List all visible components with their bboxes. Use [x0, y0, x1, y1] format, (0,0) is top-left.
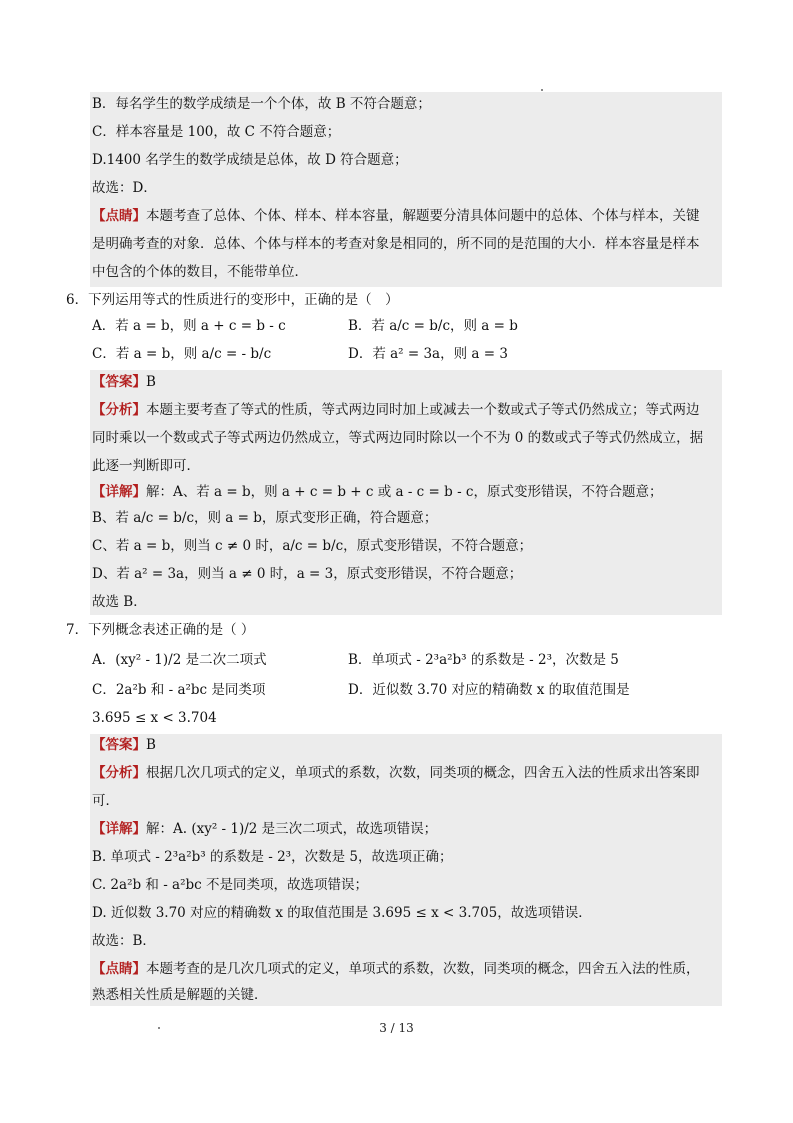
detail-line: B、若 a/c = b/c，则 a = b，原式变形正确，符合题意； [92, 510, 438, 526]
answer-line [92, 368, 156, 396]
detail-tag: 【详解】 [92, 821, 146, 837]
question-7-option-a: A．(xy² - 1)/2 是二次二项式 [92, 652, 267, 668]
detail-line [92, 478, 663, 506]
page-number: 3 / 13 [379, 1021, 414, 1035]
question-6-stem: 6．下列运用等式的性质进行的变形中，正确的是（ ） [66, 292, 399, 308]
detail-line: D、若 a² = 3a，则当 a ≠ 0 时，a = 3，原式变形错误，不符合题意； [92, 566, 523, 582]
solution-line: B．每名学生的数学成绩是一个个体，故 B 不符合题意； [92, 96, 431, 112]
answer-value: B [146, 737, 156, 753]
detail-line: 故选 B． [92, 594, 147, 610]
detail-text: 解：A、若 a = b，则 a + c = b + c 或 a - c = b - c，原式变形错误，不符合题意； [146, 484, 663, 500]
analysis-line: 同时乘以一个数或式子等式两边仍然成立，等式两边同时除以一个不为 0 的数或式子等式仍然成立，据 [92, 430, 704, 446]
question-7-stem: 7．下列概念表述正确的是（ ） [66, 622, 255, 638]
solution-line: 故选：D． [92, 180, 157, 196]
answer-tag: 【答案】 [92, 737, 146, 753]
analysis-line: 此逐一判断即可． [92, 458, 200, 474]
detail-line: C. 2a²b 和 - a²bc 不是同类项，故选项错误； [92, 877, 369, 893]
detail-line: D. 近似数 3.70 对应的精确数 x 的取值范围是 3.695 ≤ x < 3.705，故选项错误． [92, 905, 592, 921]
dianjing-line: 中包含的个体的数目，不能带单位． [92, 264, 308, 280]
analysis-tag: 【分析】 [92, 765, 146, 781]
dianjing-line [92, 202, 700, 230]
question-6-option-a: A．若 a = b，则 a + c = b - c [92, 318, 286, 334]
detail-text: 解：A. (xy² - 1)/2 是三次二项式，故选项错误； [146, 821, 438, 837]
analysis-tag: 【分析】 [92, 402, 146, 418]
dianjing-text: 本题考查的是几次几项式的定义，单项式的系数，次数，同类项的概念，四舍五入法的性质， [146, 961, 700, 977]
analysis-text: 本题主要考查了等式的性质，等式两边同时加上或减去一个数或式子等式仍然成立；等式两边 [146, 402, 700, 418]
question-6-option-c: C．若 a = b，则 a/c = - b/c [92, 346, 272, 362]
question-6-option-d: D．若 a² = 3a，则 a = 3 [348, 346, 508, 362]
answer-line [92, 731, 156, 759]
analysis-text: 根据几次几项式的定义，单项式的系数，次数，同类项的概念，四舍五入法的性质求出答案即 [146, 765, 700, 781]
question-7-option-b: B．单项式 - 2³a²b³ 的系数是 - 2³，次数是 5 [348, 652, 619, 668]
scan-speck [541, 89, 543, 91]
answer-value: B [146, 374, 156, 390]
analysis-line [92, 396, 700, 424]
detail-line: 故选：B． [92, 933, 156, 949]
dianjing-tag: 【点睛】 [92, 208, 146, 224]
analysis-line [92, 759, 700, 787]
analysis-line: 可． [92, 793, 119, 809]
dianjing-line: 熟悉相关性质是解题的关键． [92, 987, 268, 1003]
detail-line: C、若 a = b，则当 c ≠ 0 时，a/c = b/c，原式变形错误，不符合题意； [92, 538, 533, 554]
question-6-option-b: B．若 a/c = b/c，则 a = b [348, 318, 518, 334]
answer-tag: 【答案】 [92, 374, 146, 390]
dianjing-text: 本题考查了总体、个体、样本、样本容量，解题要分清具体问题中的总体、个体与样本，关键 [146, 208, 700, 224]
dianjing-line [92, 955, 700, 983]
question-7-option-d: D．近似数 3.70 对应的精确数 x 的取值范围是 [348, 682, 630, 698]
detail-tag: 【详解】 [92, 484, 146, 500]
dianjing-line: 是明确考查的对象．总体、个体与样本的考查对象是相同的，所不同的是范围的大小．样本容量是样本 [92, 236, 700, 252]
detail-line: B. 单项式 - 2³a²b³ 的系数是 - 2³，次数是 5，故选项正确； [92, 849, 453, 865]
dianjing-tag: 【点睛】 [92, 961, 146, 977]
question-7-option-d-cont: 3.695 ≤ x < 3.704 [92, 710, 217, 726]
solution-line: D.1400 名学生的数学成绩是总体，故 D 符合题意； [92, 152, 408, 168]
detail-line [92, 815, 437, 843]
solution-line: C．样本容量是 100，故 C 不符合题意； [92, 124, 341, 140]
question-7-option-c: C．2a²b 和 - a²bc 是同类项 [92, 682, 266, 698]
